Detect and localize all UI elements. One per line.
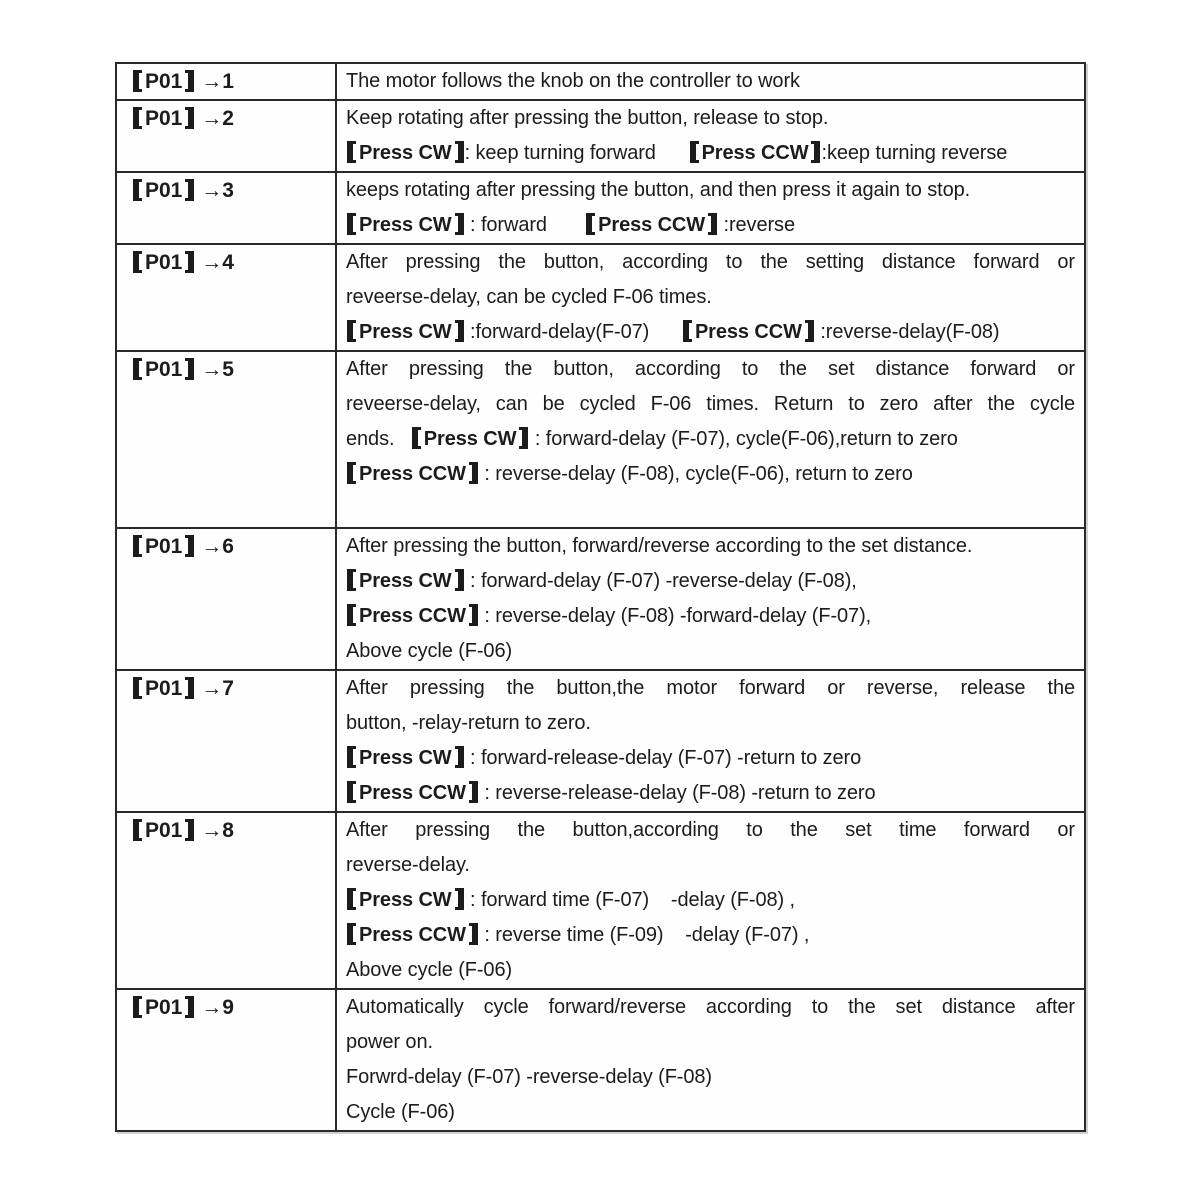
param-description-cell bbox=[337, 173, 1084, 243]
text-segment: :forward-delay(F-07) bbox=[464, 321, 682, 343]
bracketed-term bbox=[411, 428, 530, 450]
right-lenticular-bracket-glyph bbox=[469, 923, 478, 945]
left-lenticular-bracket-glyph bbox=[133, 358, 142, 380]
text-segment: : reverse-delay (F-08), cycle(F-06), return to zero bbox=[478, 463, 913, 485]
bracketed-text: P01 bbox=[145, 677, 183, 700]
text-line bbox=[346, 529, 1075, 564]
bracketed-text: Press CW bbox=[423, 428, 517, 450]
param-label-cell bbox=[117, 245, 337, 350]
bracketed-text: P01 bbox=[145, 358, 183, 381]
left-lenticular-bracket-glyph bbox=[133, 996, 142, 1018]
param-label-cell bbox=[117, 529, 337, 669]
text-segment: : reverse-delay (F-08) -forward-delay (F-07), bbox=[478, 605, 872, 627]
param-label bbox=[132, 990, 335, 1025]
bracketed-text: P01 bbox=[145, 251, 183, 274]
bracketed-text: Press CW bbox=[359, 889, 452, 911]
bracketed-text: P01 bbox=[145, 819, 183, 842]
right-lenticular-bracket-glyph bbox=[185, 819, 194, 841]
left-lenticular-bracket-glyph bbox=[133, 107, 142, 129]
left-lenticular-bracket-glyph bbox=[347, 462, 356, 484]
bracketed-term bbox=[346, 321, 465, 343]
text-line bbox=[346, 422, 1075, 457]
bracketed-term bbox=[689, 142, 822, 164]
param-description-cell bbox=[337, 813, 1084, 988]
param-description-cell bbox=[337, 352, 1084, 527]
text-line bbox=[346, 245, 1075, 280]
text-line bbox=[346, 387, 1075, 422]
text-line bbox=[346, 953, 1075, 988]
table-row bbox=[117, 352, 1084, 529]
bracketed-term bbox=[132, 179, 195, 202]
text-segment: : forward time (F-07) -delay (F-08) , bbox=[464, 889, 795, 911]
bracketed-term bbox=[132, 358, 195, 381]
text-segment: :keep turning reverse bbox=[821, 142, 1008, 164]
left-lenticular-bracket-glyph bbox=[690, 141, 699, 163]
arrow-value: →5 bbox=[195, 358, 234, 381]
text-line bbox=[346, 813, 1075, 848]
text-segment: reveerse-delay, can be cycled F-06 times. Return to zero after the cycle bbox=[346, 393, 1075, 415]
text-segment: reverse-delay. bbox=[346, 854, 470, 876]
arrow-value: →4 bbox=[195, 251, 234, 274]
bracketed-term bbox=[346, 747, 465, 769]
right-lenticular-bracket-glyph bbox=[185, 251, 194, 273]
param-label bbox=[132, 64, 335, 99]
table-row bbox=[117, 64, 1084, 101]
right-lenticular-bracket-glyph bbox=[455, 141, 464, 163]
text-line bbox=[346, 208, 1075, 243]
table-row bbox=[117, 529, 1084, 671]
text-line bbox=[346, 492, 1075, 527]
right-lenticular-bracket-glyph bbox=[185, 358, 194, 380]
bracketed-text: P01 bbox=[145, 107, 183, 130]
text-segment: : keep turning forward bbox=[464, 142, 689, 164]
bracketed-term bbox=[346, 463, 479, 485]
text-segment: : forward bbox=[464, 214, 586, 236]
param-label bbox=[132, 671, 335, 706]
left-lenticular-bracket-glyph bbox=[683, 320, 692, 342]
text-segment: Automatically cycle forward/reverse according to the set distance after bbox=[346, 996, 1075, 1018]
bracketed-text: Press CW bbox=[359, 214, 452, 236]
text-line bbox=[346, 599, 1075, 634]
bracketed-text: Press CCW bbox=[359, 463, 466, 485]
text-line bbox=[346, 564, 1075, 599]
bracketed-term bbox=[346, 214, 465, 236]
left-lenticular-bracket-glyph bbox=[412, 427, 421, 449]
right-lenticular-bracket-glyph bbox=[185, 70, 194, 92]
arrow-value: →8 bbox=[195, 819, 234, 842]
right-lenticular-bracket-glyph bbox=[185, 107, 194, 129]
bracketed-text: P01 bbox=[145, 179, 183, 202]
text-segment: power on. bbox=[346, 1031, 433, 1053]
text-segment: reveerse-delay, can be cycled F-06 times. bbox=[346, 286, 712, 308]
bracketed-text: Press CW bbox=[359, 747, 452, 769]
param-label bbox=[132, 245, 335, 280]
arrow-value: →2 bbox=[195, 107, 234, 130]
param-label bbox=[132, 529, 335, 564]
text-line bbox=[346, 315, 1075, 350]
right-lenticular-bracket-glyph bbox=[469, 462, 478, 484]
param-description-cell bbox=[337, 101, 1084, 171]
right-lenticular-bracket-glyph bbox=[805, 320, 814, 342]
bracketed-term bbox=[132, 819, 195, 842]
bracketed-term bbox=[132, 535, 195, 558]
text-line bbox=[346, 671, 1075, 706]
param-label bbox=[132, 352, 335, 387]
text-segment: After pressing the button, forward/reverse according to the set distance. bbox=[346, 535, 973, 557]
arrow-value: →7 bbox=[195, 677, 234, 700]
text-segment: keeps rotating after pressing the button, and then press it again to stop. bbox=[346, 179, 971, 201]
text-line bbox=[346, 352, 1075, 387]
bracketed-term bbox=[132, 70, 195, 93]
bracketed-term bbox=[132, 251, 195, 274]
left-lenticular-bracket-glyph bbox=[133, 251, 142, 273]
param-description-cell bbox=[337, 529, 1084, 669]
param-label bbox=[132, 101, 335, 136]
param-label-cell bbox=[117, 101, 337, 171]
text-line bbox=[346, 848, 1075, 883]
text-line bbox=[346, 634, 1075, 669]
arrow-value: →6 bbox=[195, 535, 234, 558]
bracketed-text: Press CCW bbox=[359, 782, 466, 804]
text-line bbox=[346, 1095, 1075, 1130]
bracketed-term bbox=[346, 782, 479, 804]
left-lenticular-bracket-glyph bbox=[347, 320, 356, 342]
text-line bbox=[346, 64, 1075, 99]
bracketed-term bbox=[132, 996, 195, 1019]
bracketed-text: P01 bbox=[145, 996, 183, 1019]
text-line bbox=[346, 706, 1075, 741]
text-segment: : reverse-release-delay (F-08) -return to zero bbox=[478, 782, 876, 804]
left-lenticular-bracket-glyph bbox=[347, 888, 356, 910]
text-segment: Above cycle (F-06) bbox=[346, 640, 513, 662]
text-line bbox=[346, 741, 1075, 776]
text-line bbox=[346, 136, 1075, 171]
text-line bbox=[346, 1025, 1075, 1060]
bracketed-text: Press CCW bbox=[359, 605, 466, 627]
text-line bbox=[346, 173, 1075, 208]
param-description-cell bbox=[337, 245, 1084, 350]
left-lenticular-bracket-glyph bbox=[347, 141, 356, 163]
text-segment: After pressing the button, according to the setting distance forward or bbox=[346, 251, 1075, 273]
left-lenticular-bracket-glyph bbox=[347, 213, 356, 235]
right-lenticular-bracket-glyph bbox=[185, 677, 194, 699]
left-lenticular-bracket-glyph bbox=[347, 781, 356, 803]
right-lenticular-bracket-glyph bbox=[708, 213, 717, 235]
text-segment: ends. bbox=[346, 428, 411, 450]
text-segment: Keep rotating after pressing the button, release to stop. bbox=[346, 107, 829, 129]
left-lenticular-bracket-glyph bbox=[347, 569, 356, 591]
parameter-table bbox=[115, 62, 1086, 1132]
bracketed-text: P01 bbox=[145, 535, 183, 558]
bracketed-term bbox=[682, 321, 815, 343]
bracketed-text: Press CW bbox=[359, 321, 452, 343]
left-lenticular-bracket-glyph bbox=[133, 70, 142, 92]
text-segment: : reverse time (F-09) -delay (F-07) , bbox=[478, 924, 810, 946]
left-lenticular-bracket-glyph bbox=[586, 213, 595, 235]
text-segment: Above cycle (F-06) bbox=[346, 959, 513, 981]
right-lenticular-bracket-glyph bbox=[455, 888, 464, 910]
bracketed-term bbox=[346, 142, 465, 164]
table-row bbox=[117, 990, 1084, 1130]
bracketed-text: Press CCW bbox=[701, 142, 809, 164]
left-lenticular-bracket-glyph bbox=[347, 923, 356, 945]
right-lenticular-bracket-glyph bbox=[455, 213, 464, 235]
bracketed-term bbox=[585, 214, 718, 236]
text-line bbox=[346, 457, 1075, 492]
param-label bbox=[132, 813, 335, 848]
param-description-cell bbox=[337, 64, 1084, 99]
bracketed-term bbox=[346, 924, 479, 946]
bracketed-term bbox=[346, 570, 465, 592]
bracketed-term bbox=[132, 677, 195, 700]
left-lenticular-bracket-glyph bbox=[133, 677, 142, 699]
param-label bbox=[132, 173, 335, 208]
param-description-cell bbox=[337, 671, 1084, 811]
table-row bbox=[117, 245, 1084, 352]
text-line bbox=[346, 776, 1075, 811]
right-lenticular-bracket-glyph bbox=[455, 569, 464, 591]
text-segment: After pressing the button,according to the set time forward or bbox=[346, 819, 1075, 841]
text-segment: button, -relay-return to zero. bbox=[346, 712, 591, 734]
param-label-cell bbox=[117, 64, 337, 99]
right-lenticular-bracket-glyph bbox=[469, 604, 478, 626]
right-lenticular-bracket-glyph bbox=[811, 141, 820, 163]
table-row bbox=[117, 813, 1084, 990]
table-row bbox=[117, 671, 1084, 813]
bracketed-term bbox=[346, 605, 479, 627]
table-row bbox=[117, 101, 1084, 173]
text-line bbox=[346, 1060, 1075, 1095]
text-segment: :reverse bbox=[718, 214, 795, 236]
right-lenticular-bracket-glyph bbox=[469, 781, 478, 803]
arrow-value: →1 bbox=[195, 70, 234, 93]
text-segment: : forward-release-delay (F-07) -return to zero bbox=[464, 747, 862, 769]
left-lenticular-bracket-glyph bbox=[347, 746, 356, 768]
text-line bbox=[346, 280, 1075, 315]
text-segment: : forward-delay (F-07), cycle(F-06),return to zero bbox=[529, 428, 958, 450]
right-lenticular-bracket-glyph bbox=[455, 320, 464, 342]
text-line bbox=[346, 101, 1075, 136]
text-segment: The motor follows the knob on the controller to work bbox=[346, 70, 800, 92]
param-label-cell bbox=[117, 352, 337, 527]
text-line bbox=[346, 990, 1075, 1025]
left-lenticular-bracket-glyph bbox=[347, 604, 356, 626]
right-lenticular-bracket-glyph bbox=[519, 427, 528, 449]
bracketed-term bbox=[132, 107, 195, 130]
left-lenticular-bracket-glyph bbox=[133, 179, 142, 201]
text-segment: After pressing the button,the motor forward or reverse, release the bbox=[346, 677, 1075, 699]
text-segment: : forward-delay (F-07) -reverse-delay (F-08), bbox=[464, 570, 857, 592]
param-description-cell bbox=[337, 990, 1084, 1130]
text-line bbox=[346, 918, 1075, 953]
param-label-cell bbox=[117, 813, 337, 988]
right-lenticular-bracket-glyph bbox=[185, 996, 194, 1018]
left-lenticular-bracket-glyph bbox=[133, 535, 142, 557]
right-lenticular-bracket-glyph bbox=[185, 535, 194, 557]
arrow-value: →3 bbox=[195, 179, 234, 202]
text-segment: After pressing the button, according to the set distance forward or bbox=[346, 358, 1075, 380]
text-segment: Forwrd-delay (F-07) -reverse-delay (F-08) bbox=[346, 1066, 712, 1088]
arrow-value: →9 bbox=[195, 996, 234, 1019]
text-segment: Cycle (F-06) bbox=[346, 1101, 455, 1123]
bracketed-text: Press CCW bbox=[598, 214, 706, 236]
param-label-cell bbox=[117, 173, 337, 243]
text-segment: :reverse-delay(F-08) bbox=[814, 321, 1000, 343]
right-lenticular-bracket-glyph bbox=[455, 746, 464, 768]
right-lenticular-bracket-glyph bbox=[185, 179, 194, 201]
bracketed-term bbox=[346, 889, 465, 911]
bracketed-text: Press CW bbox=[359, 142, 452, 164]
bracketed-text: Press CW bbox=[359, 570, 452, 592]
bracketed-text: P01 bbox=[145, 70, 183, 93]
table-row bbox=[117, 173, 1084, 245]
param-label-cell bbox=[117, 990, 337, 1130]
bracketed-text: Press CCW bbox=[359, 924, 466, 946]
param-label-cell bbox=[117, 671, 337, 811]
left-lenticular-bracket-glyph bbox=[133, 819, 142, 841]
text-line bbox=[346, 883, 1075, 918]
bracketed-text: Press CCW bbox=[694, 321, 802, 343]
